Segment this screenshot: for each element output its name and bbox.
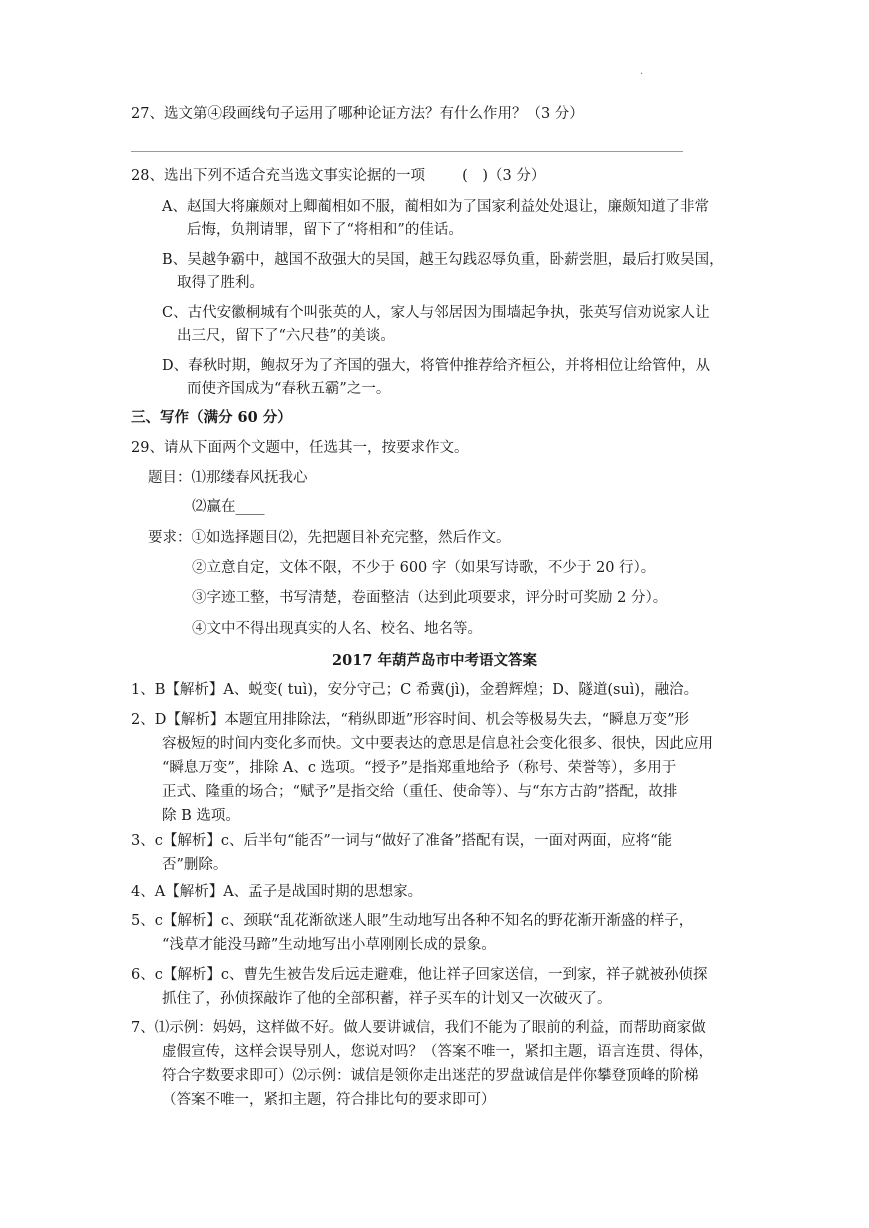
answer-7-line2: 虚假宣传，这样会误导别人，您说对吗？（答案不唯一，紧扣主题，语言连贯、得体， [162,1044,713,1060]
question-29: 29、请从下面两个文题中，任选其一，按要求作文。 [131,440,469,456]
answer-7-line1: 7、⑴示例：妈妈，这样做不好。做人要讲诚信，我们不能为了眼前的利益，而帮助商家做 [131,1020,706,1036]
answer-3-line2: 否”删除。 [162,857,228,873]
answer-2-line5: 除 B 选项。 [162,808,240,824]
question-28-blank: ( )（3 分） [462,168,546,184]
answer-2-line3: “瞬息万变”，排除 A、c 选项。“授予”是指郑重地给予（称号、荣誉等），多用于 [162,760,677,776]
question-28-stem: 28、选出下列不适合充当选文事实论据的一项 [131,168,425,184]
requirement-4: ④文中不得出现真实的人名、校名、地名等。 [192,621,482,637]
answer-3-line1: 3、c【解析】c、后半句“能否”一词与“做好了准备”搭配有误，一面对两面，应将“能 [131,833,673,849]
answer-6-line2: 抓住了，孙侦探敲诈了他的全部积蓄，祥子买车的计划又一次破灭了。 [162,991,612,1007]
option-d-line1: D、春秋时期，鲍叔牙为了齐国的强大，将管仲推荐给齐桓公，并将相位让给管仲，从 [162,358,711,374]
answer-5-line1: 5、c【解析】c、颈联“乱花渐欲迷人眼”生动地写出各种不知名的野花渐开渐盛的样子， [131,913,694,929]
requirement-1 [148,528,511,548]
corner-mark: . [640,66,644,77]
answer-2-line2: 容极短的时间内变化多而快。文中要表达的意思是信息社会变化很多、很快，因此应用 [162,736,713,752]
requirement-label: 要求： [148,530,192,546]
option-d-line2: 而使齐国成为“春秋五霸”之一。 [187,381,391,397]
answer-line [131,151,683,152]
answer-5-line2: “浅草才能没马蹄”生动地写出小草刚刚长成的景象。 [162,937,496,953]
option-b-line2: 取得了胜利。 [177,275,264,291]
answer-4: 4、A【解析】A、孟子是战国时期的思想家。 [131,884,423,900]
option-a-line2: 后悔，负荆请罪，留下了“将相和”的佳话。 [187,222,463,238]
topic-label: 题目： [148,470,192,486]
requirement-3: ③字迹工整，书写清楚，卷面整洁（达到此项要求，评分时可奖励 2 分）。 [192,590,668,606]
topic-1-text: ⑴那缕春风抚我心 [191,470,308,486]
option-c-line2: 出三尺，留下了“六尺巷”的美谈。 [177,328,395,344]
section-heading-writing: 三、写作（满分 60 分） [131,409,292,426]
answer-6-line1: 6、c【解析】c、曹先生被告发后远走避难，他让祥子回家送信，一到家，祥子就被孙侦探 [131,967,708,983]
answer-2-line1: 2、D【解析】本题宜用排除法，“稍纵即逝”形容时间、机会等极易失去，“瞬息万变”形 [131,712,689,728]
option-a-line1: A、赵国大将廉颇对上卿蔺相如不服，蔺相如为了国家利益处处退让，廉颇知道了非常 [162,199,709,215]
topic-2: ⑵赢在____ [192,499,265,515]
answer-7-line3: 符合字数要求即可）⑵示例：诚信是领你走出迷茫的罗盘诚信是伴你攀登顶峰的阶梯 [162,1068,699,1084]
question-27: 27、选文第④段画线句子运用了哪种论证方法？有什么作用？（3 分） [131,106,584,122]
answers-title: 2017 年葫芦岛市中考语文答案 [332,652,537,669]
topic-1 [148,468,308,488]
requirement-2: ②立意自定，文体不限，不少于 600 字（如果写诗歌，不少于 20 行）。 [192,560,656,576]
option-b-line1: B、吴越争霸中，越国不敌强大的吴国，越王勾践忍辱负重，卧薪尝胆，最后打败吴国， [162,252,724,268]
answer-1: 1、B【解析】A、蜕变( tuì)，安分守己；C 希冀(jì)，金碧辉煌；D、隧道(suì)，融洽。 [131,682,699,698]
requirement-1-text: ①如选择题目⑵，先把题目补充完整，然后作文。 [191,530,511,546]
answer-2-line4: 正式、隆重的场合；“赋予”是指交给（重任、使命等）、与“东方古韵”搭配，故排 [162,784,678,800]
question-28 [131,166,545,186]
option-c-line1: C、古代安徽桐城有个叫张英的人，家人与邻居因为围墙起争执，张英写信劝说家人让 [162,305,710,321]
answer-7-line4: （答案不唯一，紧扣主题，符合排比句的要求即可） [162,1092,496,1108]
